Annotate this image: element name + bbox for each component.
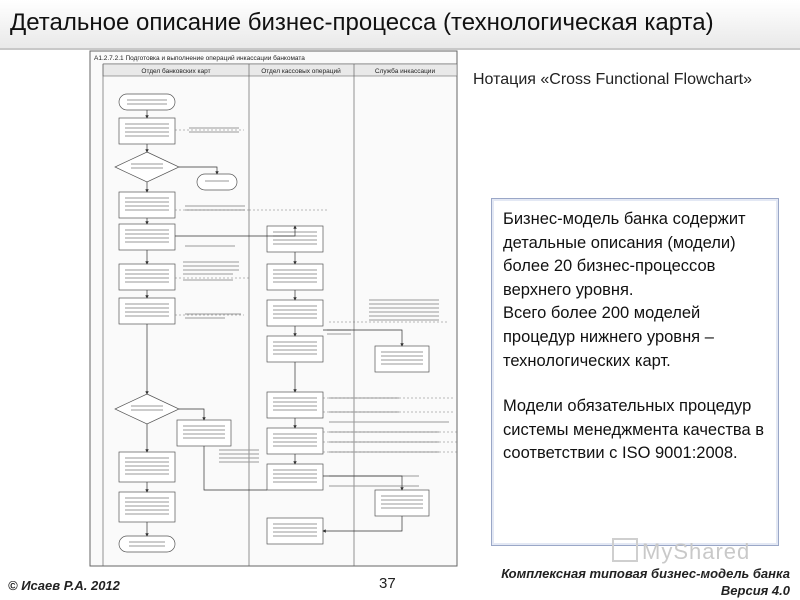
process-box <box>375 490 429 516</box>
process-box <box>119 192 175 218</box>
info-paragraph: Всего более 200 моделей процедур нижнего уровня – технологических карт. <box>503 304 714 370</box>
process-box <box>267 392 323 418</box>
title-bar <box>0 0 800 50</box>
process-box <box>267 300 323 326</box>
lane-header-cash: Отдел кассовых операций <box>261 68 341 75</box>
process-box <box>267 336 323 362</box>
process-box <box>267 264 323 290</box>
page-title: Детальное описание бизнес-процесса (технологическая карта) <box>10 9 714 36</box>
process-box <box>267 464 323 490</box>
info-paragraph: Модели обязательных процедур системы менеджмента качества в соответствии с ISO 9001:2008. <box>503 397 765 463</box>
start-terminator <box>119 94 175 110</box>
process-box <box>119 264 175 290</box>
footer-copyright: © Исаев Р.А. 2012 <box>8 578 120 593</box>
process-box <box>119 224 175 250</box>
process-box <box>375 346 429 372</box>
end-terminator <box>119 536 175 552</box>
footer-product <box>501 565 790 599</box>
lane-header-cards: Отдел банковских карт <box>141 68 211 75</box>
info-box <box>491 198 779 546</box>
process-box <box>267 428 323 454</box>
notation-label: Нотация «Cross Functional Flowchart» <box>473 71 752 88</box>
watermark-text: MyShared <box>642 539 751 564</box>
watermark <box>612 538 750 565</box>
footer-version: Версия 4.0 <box>720 583 790 598</box>
page-number: 37 <box>379 575 396 592</box>
info-paragraph: Бизнес-модель банка содержит детальные описания (модели) более 20 бизнес-процессов верхнего уровня. <box>503 210 746 299</box>
lane-header-collection: Служба инкассации <box>374 68 436 75</box>
process-box <box>177 420 231 446</box>
process-box <box>267 518 323 544</box>
process-box <box>119 118 175 144</box>
info-text <box>503 208 773 466</box>
footer-product-name: Комплексная типовая бизнес-модель банка <box>501 566 790 581</box>
terminator <box>197 174 237 190</box>
process-box <box>119 298 175 324</box>
flowchart <box>89 50 459 568</box>
presentation-icon <box>612 538 638 562</box>
process-box <box>119 452 175 482</box>
flowchart-header: А1.2.7.2.1 Подготовка и выполнение операций инкассации банкомата <box>94 55 305 62</box>
process-box <box>119 492 175 522</box>
